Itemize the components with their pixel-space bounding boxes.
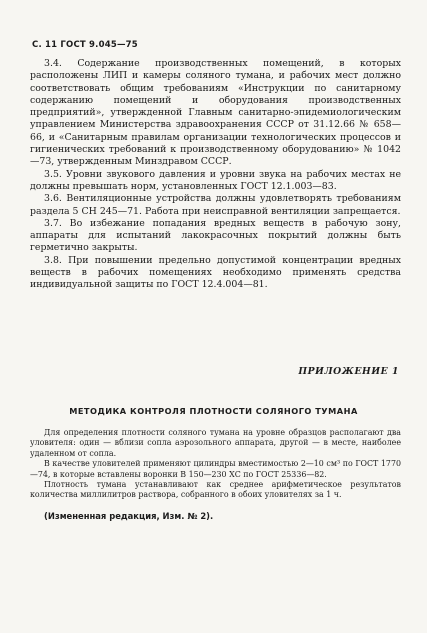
safety-clauses bbox=[30, 58, 401, 292]
appendix-paragraph: Для определения плотности соляного тумана на уровне образцов располагают два уловителя: один — вблизи сопла аэрозольного аппарата, другой — в месте, наиболее удаленном от сопла. bbox=[30, 428, 401, 458]
clause-3-5: 3.5. Уровни звукового давления и уровни звука на рабочих местах не должны превышать норм, установленных ГОСТ 12.1.003—83. bbox=[30, 168, 401, 192]
clause-3-8: 3.8. При повышении предельно допустимой концентрации вредных веществ в рабочих помещениях необходимо применять средства индивидуальной защиты по ГОСТ 12.4.004—81. bbox=[30, 254, 401, 291]
clause-3-4: 3.4. Содержание производственных помещений, в которых расположены ЛИП и камеры соляного тумана, и рабочих мест должно соответствовать общим требованиям «Инструкции по санитарному содержанию помещений и оборудования производственных предприятий», утвержденной Главным санитарно-эпидемиологическим управлением Министерства здравоохранения СССР от 31.12.66 № 658—66, и «Санитарным правилам организации технологических процессов и гигиенических требований к производственному оборудованию» № 1042—73, утвержденным Минздравом СССР. bbox=[30, 58, 401, 168]
clause-3-6: 3.6. Вентиляционные устройства должны удовлетворять требованиям раздела 5 СН 245—71. Работа при неисправной вентиляции запрещается. bbox=[30, 193, 401, 217]
clause-3-7: 3.7. Во избежание попадания вредных веществ в рабочую зону, аппараты для испытаний лакокрасочных покрытий должны быть герметично закрыты. bbox=[30, 217, 401, 254]
appendix-paragraph: Плотность тумана устанавливают как среднее арифметическое результатов количества миллилитров раствора, собранного в обоих уловителях за 1 ч. bbox=[30, 480, 401, 500]
page-header: С. 11 ГОСТ 9.045—75 bbox=[32, 40, 138, 50]
amendment-note: (Измененная редакция, Изм. № 2). bbox=[44, 510, 214, 521]
appendix-label: ПРИЛОЖЕНИЕ 1 bbox=[298, 366, 399, 377]
appendix-title: МЕТОДИКА КОНТРОЛЯ ПЛОТНОСТИ СОЛЯНОГО ТУМАНА bbox=[69, 406, 358, 416]
appendix-paragraph: В качестве уловителей применяют цилиндры вместимостью 2—10 см³ по ГОСТ 1770—74, в которые вставлены воронки В 150—230 ХС по ГОСТ 25336—82. bbox=[30, 459, 401, 479]
appendix-body bbox=[30, 428, 401, 521]
